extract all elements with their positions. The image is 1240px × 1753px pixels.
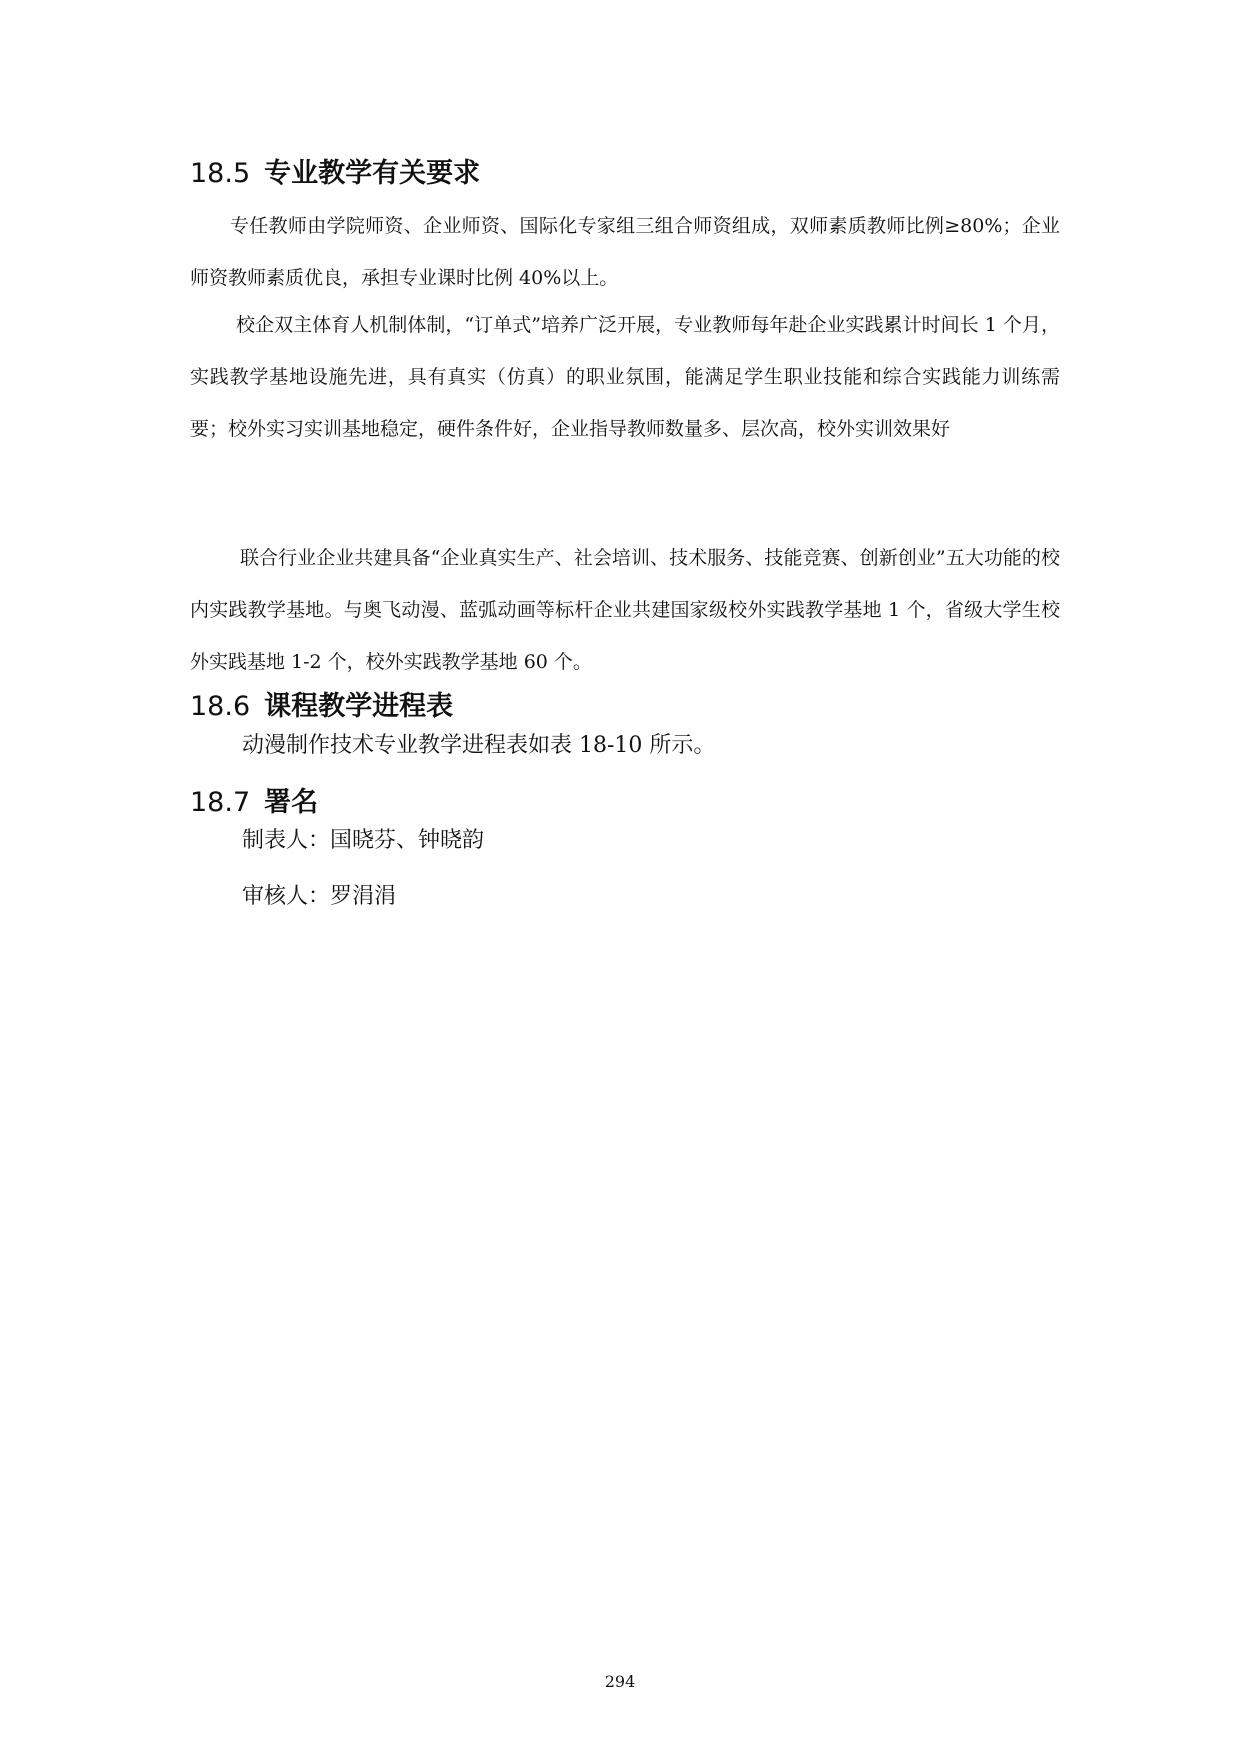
- section-title: 署名: [264, 787, 319, 818]
- reviewer-line: 审核人：罗涓涓: [242, 884, 397, 909]
- paragraph-teachers: 专任教师由学院师资、企业师资、国际化专家组三组合师资组成，双师素质教师比例≥80%；企业师资教师素质优良，承担专业课时比例 40%以上。: [190, 215, 1060, 289]
- section-number: 18.7: [190, 787, 251, 818]
- section-heading-18-5: [190, 157, 480, 191]
- page-number: 294: [604, 1672, 636, 1691]
- section-title: 课程教学进程表: [264, 691, 454, 722]
- section-heading-18-6: [190, 690, 453, 724]
- schedule-note: 动漫制作技术专业教学进程表如表 18-10 所示。: [242, 733, 716, 758]
- paragraph-practice-base: 联合行业企业共建具备“企业真实生产、社会培训、技术服务、技能竞赛、创新创业”五大功能的校内实践教学基地。与奥飞动漫、蓝弧动画等标杆企业共建国家级校外实践教学基地 1 个，省级大学生校外实践基地 1-2 个，校外实践教学基地 60 个。: [190, 547, 1060, 673]
- section-heading-18-7: [190, 786, 318, 820]
- paragraph-school-enterprise: 校企双主体育人机制体制，“订单式”培养广泛开展，专业教师每年赴企业实践累计时间长 1 个月，实践教学基地设施先进，具有真实（仿真）的职业氛围，能满足学生职业技能和综合实践能力训练需要；校外实习实训基地稳定，硬件条件好，企业指导教师数量多、层次高，校外实训效果好: [190, 314, 1060, 440]
- section-title: 专业教学有关要求: [264, 158, 481, 189]
- section-number: 18.5: [190, 158, 251, 189]
- preparer-line: 制表人：国晓芬、钟晓韵: [242, 828, 485, 853]
- section-number: 18.6: [190, 691, 251, 722]
